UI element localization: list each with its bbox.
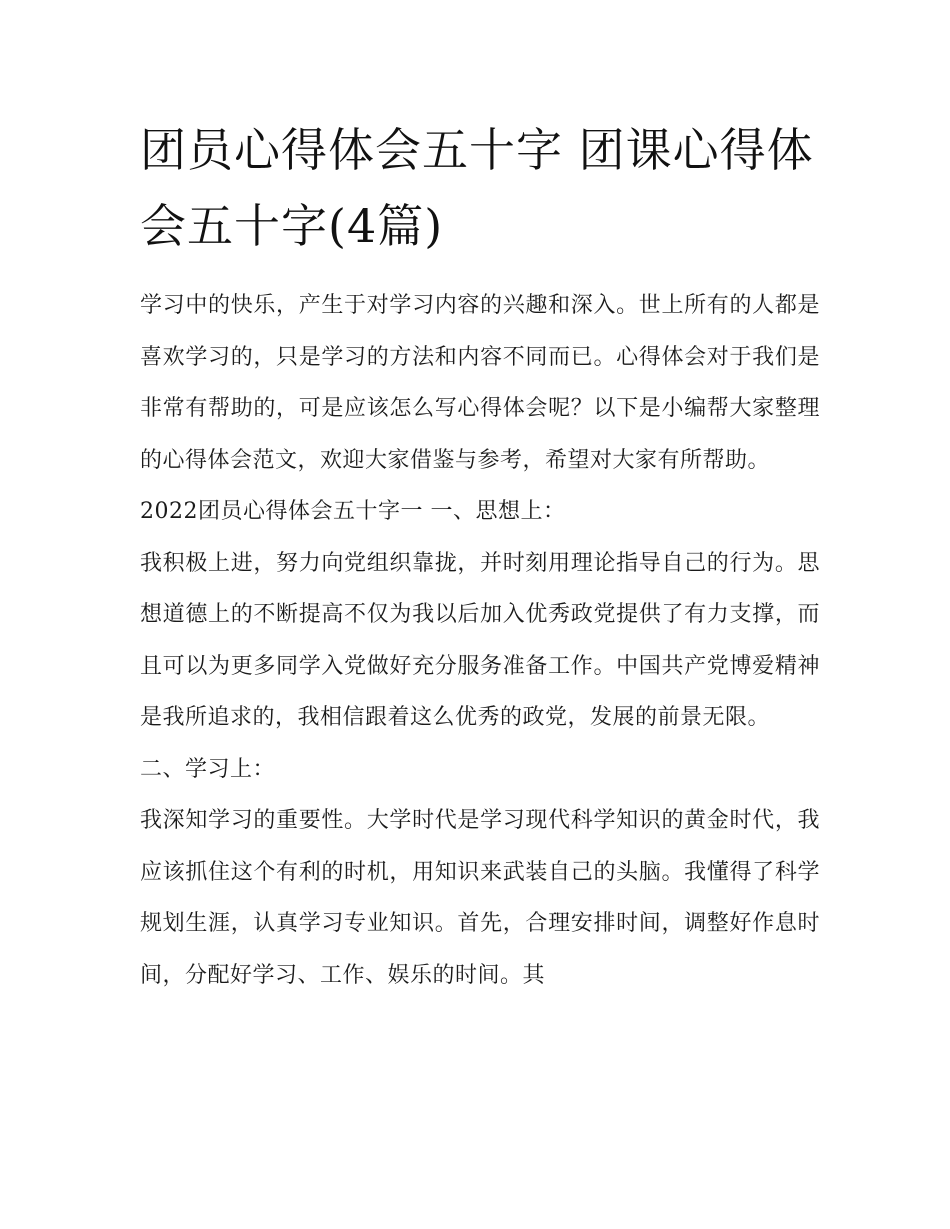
section-heading-study: 二、学习上： bbox=[140, 756, 276, 782]
study-paragraph: 我深知学习的重要性。大学时代是学习现代科学知识的黄金时代，我应该抓住这个有利的时机，用知识来武装自己的头脑。我懂得了科学规划生涯，认真学习专业知识。首先，合理安排时间，调整好作息时间，分配好学习、工作、娱乐的时间。其 bbox=[140, 808, 820, 988]
thought-paragraph: 我积极上进，努力向党组织靠拢，并时刻用理论指导自己的行为。思想道德上的不断提高不仅为我以后加入优秀政党提供了有力支撑，而且可以为更多同学入党做好充分服务准备工作。中国共产党博爱精神是我所追求的，我相信跟着这么优秀的政党，发展的前景无限。 bbox=[140, 550, 820, 730]
document-title: 团员心得体会五十字 团课心得体会五十字(4篇) bbox=[140, 123, 814, 253]
document-body bbox=[140, 112, 820, 1001]
intro-paragraph: 学习中的快乐，产生于对学习内容的兴趣和深入。世上所有的人都是喜欢学习的，只是学习的方法和内容不同而已。心得体会对于我们是非常有帮助的，可是应该怎么写心得体会呢？以下是小编帮大家整理的心得体会范文，欢迎大家借鉴与参考，希望对大家有所帮助。 bbox=[140, 293, 820, 473]
section-heading-thought: 2022团员心得体会五十字一 一、思想上： bbox=[140, 499, 566, 524]
